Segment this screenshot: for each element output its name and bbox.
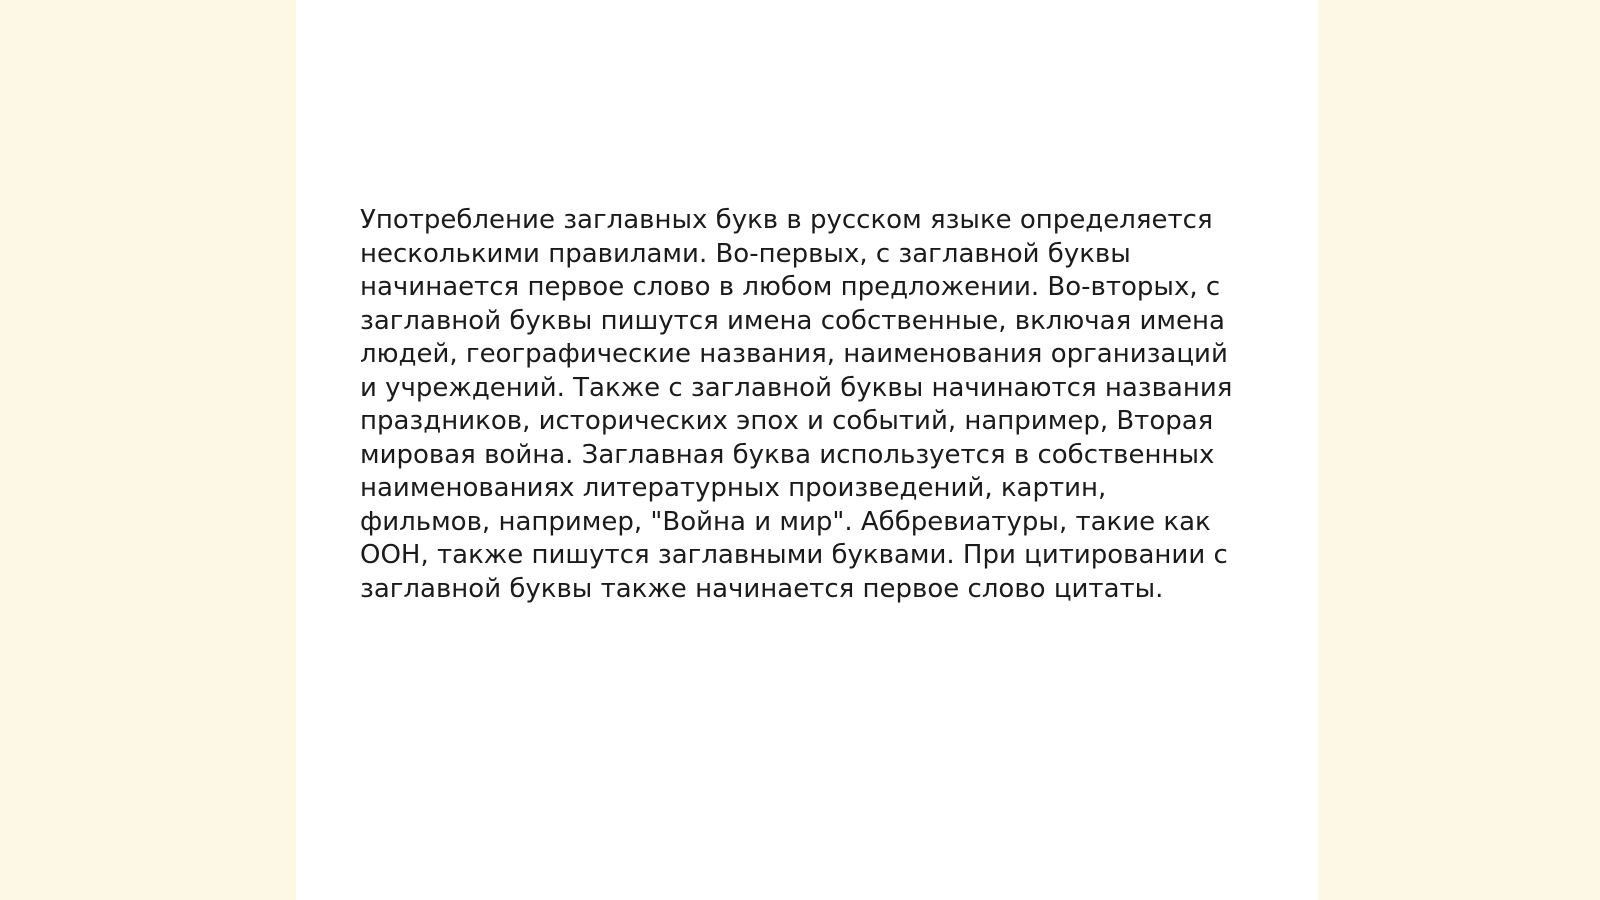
- text-line: и учреждений. Также с заглавной буквы начинаются названия: [360, 372, 1233, 403]
- text-line: мировая война. Заглавная буква используется в собственных: [360, 439, 1215, 470]
- text-line: ООН, также пишутся заглавными буквами. При цитировании с: [360, 540, 1228, 570]
- text-line: праздников, исторических эпох и событий, например, Вторая: [360, 406, 1214, 436]
- document-page: [296, 0, 1318, 900]
- text-line: несколькими правилами. Во-первых, с заглавной буквы: [360, 238, 1131, 269]
- text-line: наименованиях литературных произведений, картин,: [360, 473, 1107, 503]
- text-line: заглавной буквы также начинается первое слово цитаты.: [360, 573, 1164, 604]
- text-line: фильмов, например, "Война и мир". Аббревиатуры, такие как: [360, 506, 1211, 537]
- text-line: людей, географические названия, наименования организаций: [360, 339, 1228, 369]
- text-line: начинается первое слово в любом предложении. Во-вторых, с: [360, 272, 1221, 302]
- text-line: заглавной буквы пишутся имена собственные, включая имена: [360, 305, 1225, 336]
- body-paragraph: [360, 204, 1260, 606]
- text-line: Употребление заглавных букв в русском языке определяется: [360, 205, 1213, 235]
